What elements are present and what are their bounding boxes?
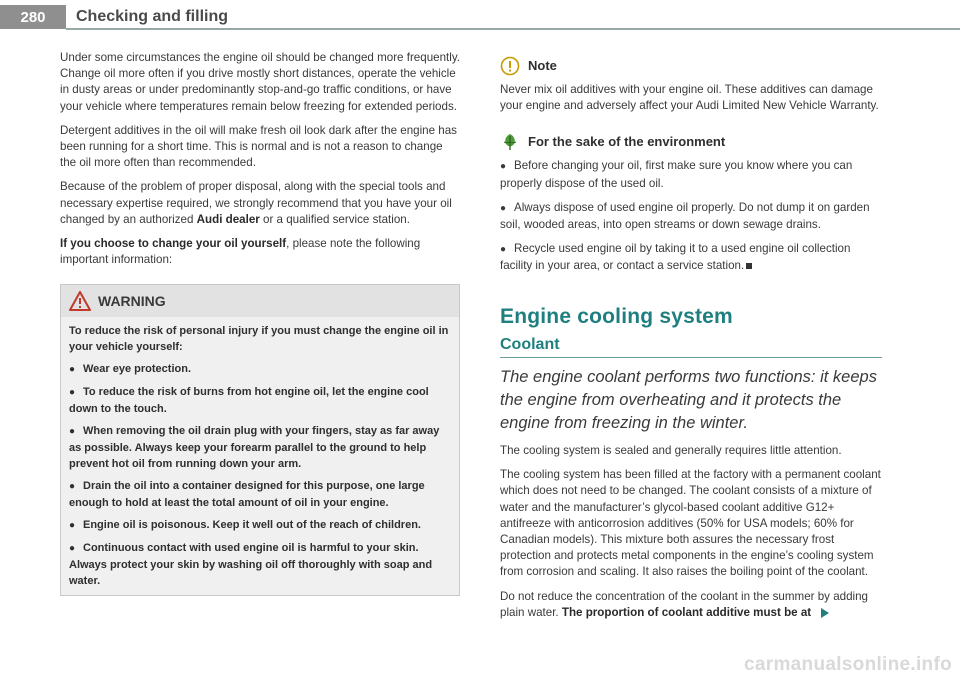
environment-item: ● Always dispose of used engine oil properly. Do not dump it on garden soil, wooded areas, into open streams or down sewage drains. — [500, 200, 870, 232]
paragraph: Under some circumstances the engine oil should be changed more frequently. Change oil more often if you drive mostly short distances, operate the vehicle in dusty areas or under predominantly stop-and-go traffic conditions, or have your vehicle where temperatures remain below freezing for extended periods. — [60, 51, 460, 113]
warning-item: ● When removing the oil drain plug with your fingers, stay as far away as possible. Always keep your forearm parallel to the ground to help prevent hot oil from running down your arm. — [69, 425, 440, 471]
text-run: or a qualified service station. — [259, 212, 410, 226]
leaf-icon — [500, 132, 520, 152]
warning-body — [61, 317, 459, 595]
arrow-right-icon[interactable] — [821, 608, 829, 618]
warning-box — [60, 284, 460, 596]
warning-title: WARNING — [98, 293, 166, 310]
warning-item: ● Drain the oil into a container designed for this purpose, one large enough to hold at least the total amount of oil in your engine. — [69, 480, 425, 510]
environment-item: ● Recycle used engine oil by taking it to a used engine oil collection facility in your area, or contact a service station. — [500, 242, 851, 273]
paragraph — [60, 179, 460, 228]
warning-item: ● Engine oil is poisonous. Keep it well out of the reach of children. — [69, 519, 421, 532]
paragraph — [60, 236, 460, 268]
bold-text: The proportion of coolant additive must be at — [561, 605, 812, 619]
warning-item: ● Continuous contact with used engine oil is harmful to your skin. Always protect your skin by washing oil off thoroughly with soap and water. — [69, 542, 433, 588]
warning-item-text: When removing the oil drain plug with your fingers, stay as far away as possible. Always keep your forearm parallel to the ground to help prevent hot oil from running down your arm. — [69, 425, 440, 471]
end-of-section-mark — [746, 263, 752, 269]
page-number: 280 — [0, 5, 66, 29]
environment-item: ● Before changing your oil, first make sure you know where you can properly dispose of the used oil. — [500, 159, 853, 190]
environment-title: For the sake of the environment — [528, 134, 726, 150]
subsection-heading: Coolant — [500, 337, 882, 358]
warning-triangle-icon — [69, 291, 91, 311]
warning-item: ● To reduce the risk of burns from hot engine oil, let the engine cool down to the touch. — [69, 386, 429, 416]
paragraph: The cooling system is sealed and generally requires little attention. — [500, 444, 842, 458]
warning-item: ● Wear eye protection. — [69, 363, 191, 376]
bold-text: If you choose to change your oil yourself — [60, 237, 287, 251]
left-column — [60, 50, 460, 596]
environment-item-text: Before changing your oil, first make sure you know where you can properly dispose of the used oil. — [500, 159, 853, 190]
note-text: Never mix oil additives with your engine oil. These additives can damage your engine and adversely affect your Audi Limited New Vehicle Warranty. — [500, 83, 879, 113]
paragraph: Detergent additives in the oil will make fresh oil look dark after the engine has been running for a short time. This is normal and is not a reason to change the oil more often than recommended. — [60, 123, 457, 170]
warning-item-text: Engine oil is poisonous. Keep it well out of the reach of children. — [83, 519, 421, 532]
right-column — [500, 50, 882, 629]
header-divider — [66, 28, 960, 30]
warning-intro: To reduce the risk of personal injury if you must change the engine oil in your vehicle yourself: — [69, 325, 449, 354]
bold-text: Audi dealer — [196, 212, 260, 226]
watermark: carmanualsonline.info — [744, 654, 952, 675]
environment-item-text: Recycle used engine oil by taking it to a used engine oil collection facility in your area, or contact a service station. — [500, 242, 851, 273]
text-run: Because of the problem of proper disposal, along with the special tools and necessary expertise required, we strongly recommend that you have your oil changed by an authorized — [60, 180, 452, 226]
environment-header — [500, 132, 882, 152]
warning-header — [61, 285, 459, 317]
text-run: Do not reduce the concentration of the coolant in the summer by adding plain water. — [500, 589, 869, 619]
paragraph: The cooling system has been filled at the factory with a permanent coolant which does not need to be changed. The coolant consists of a mixture of water and the manufacturer’s glycol-based coolant additive G12+ antifreeze with anticorrosion additives (50% for USA models; 60% for Canadian models). This mixture both assures the necessary frost protection and protects metal components in the engine’s cooling system from corrosion and scaling. It also raises the boiling point of the coolant. — [500, 468, 881, 579]
warning-item-text: Wear eye protection. — [83, 363, 191, 376]
text-run: , please note the following important information: — [60, 237, 421, 267]
info-circle-icon — [500, 56, 520, 76]
page-header — [0, 0, 960, 36]
lead-paragraph: The engine coolant performs two functions: it keeps the engine from overheating and it protects the engine from freezing in the winter. — [500, 368, 877, 433]
note-header — [500, 56, 882, 76]
note-title: Note — [528, 57, 557, 73]
warning-item-text: Drain the oil into a container designed for this purpose, one large enough to hold at least the total amount of oil in your engine. — [69, 480, 425, 510]
warning-item-text: Continuous contact with used engine oil is harmful to your skin. Always protect your skin by washing oil off thoroughly with soap and water. — [69, 542, 433, 588]
warning-item-text: To reduce the risk of burns from hot engine oil, let the engine cool down to the touch. — [69, 386, 429, 416]
paragraph — [500, 589, 882, 621]
environment-item-text: Always dispose of used engine oil properly. Do not dump it on garden soil, wooded areas, into open streams or down sewage drains. — [500, 200, 870, 232]
section-title: Checking and filling — [76, 8, 229, 25]
section-heading: Engine cooling system — [500, 304, 733, 328]
